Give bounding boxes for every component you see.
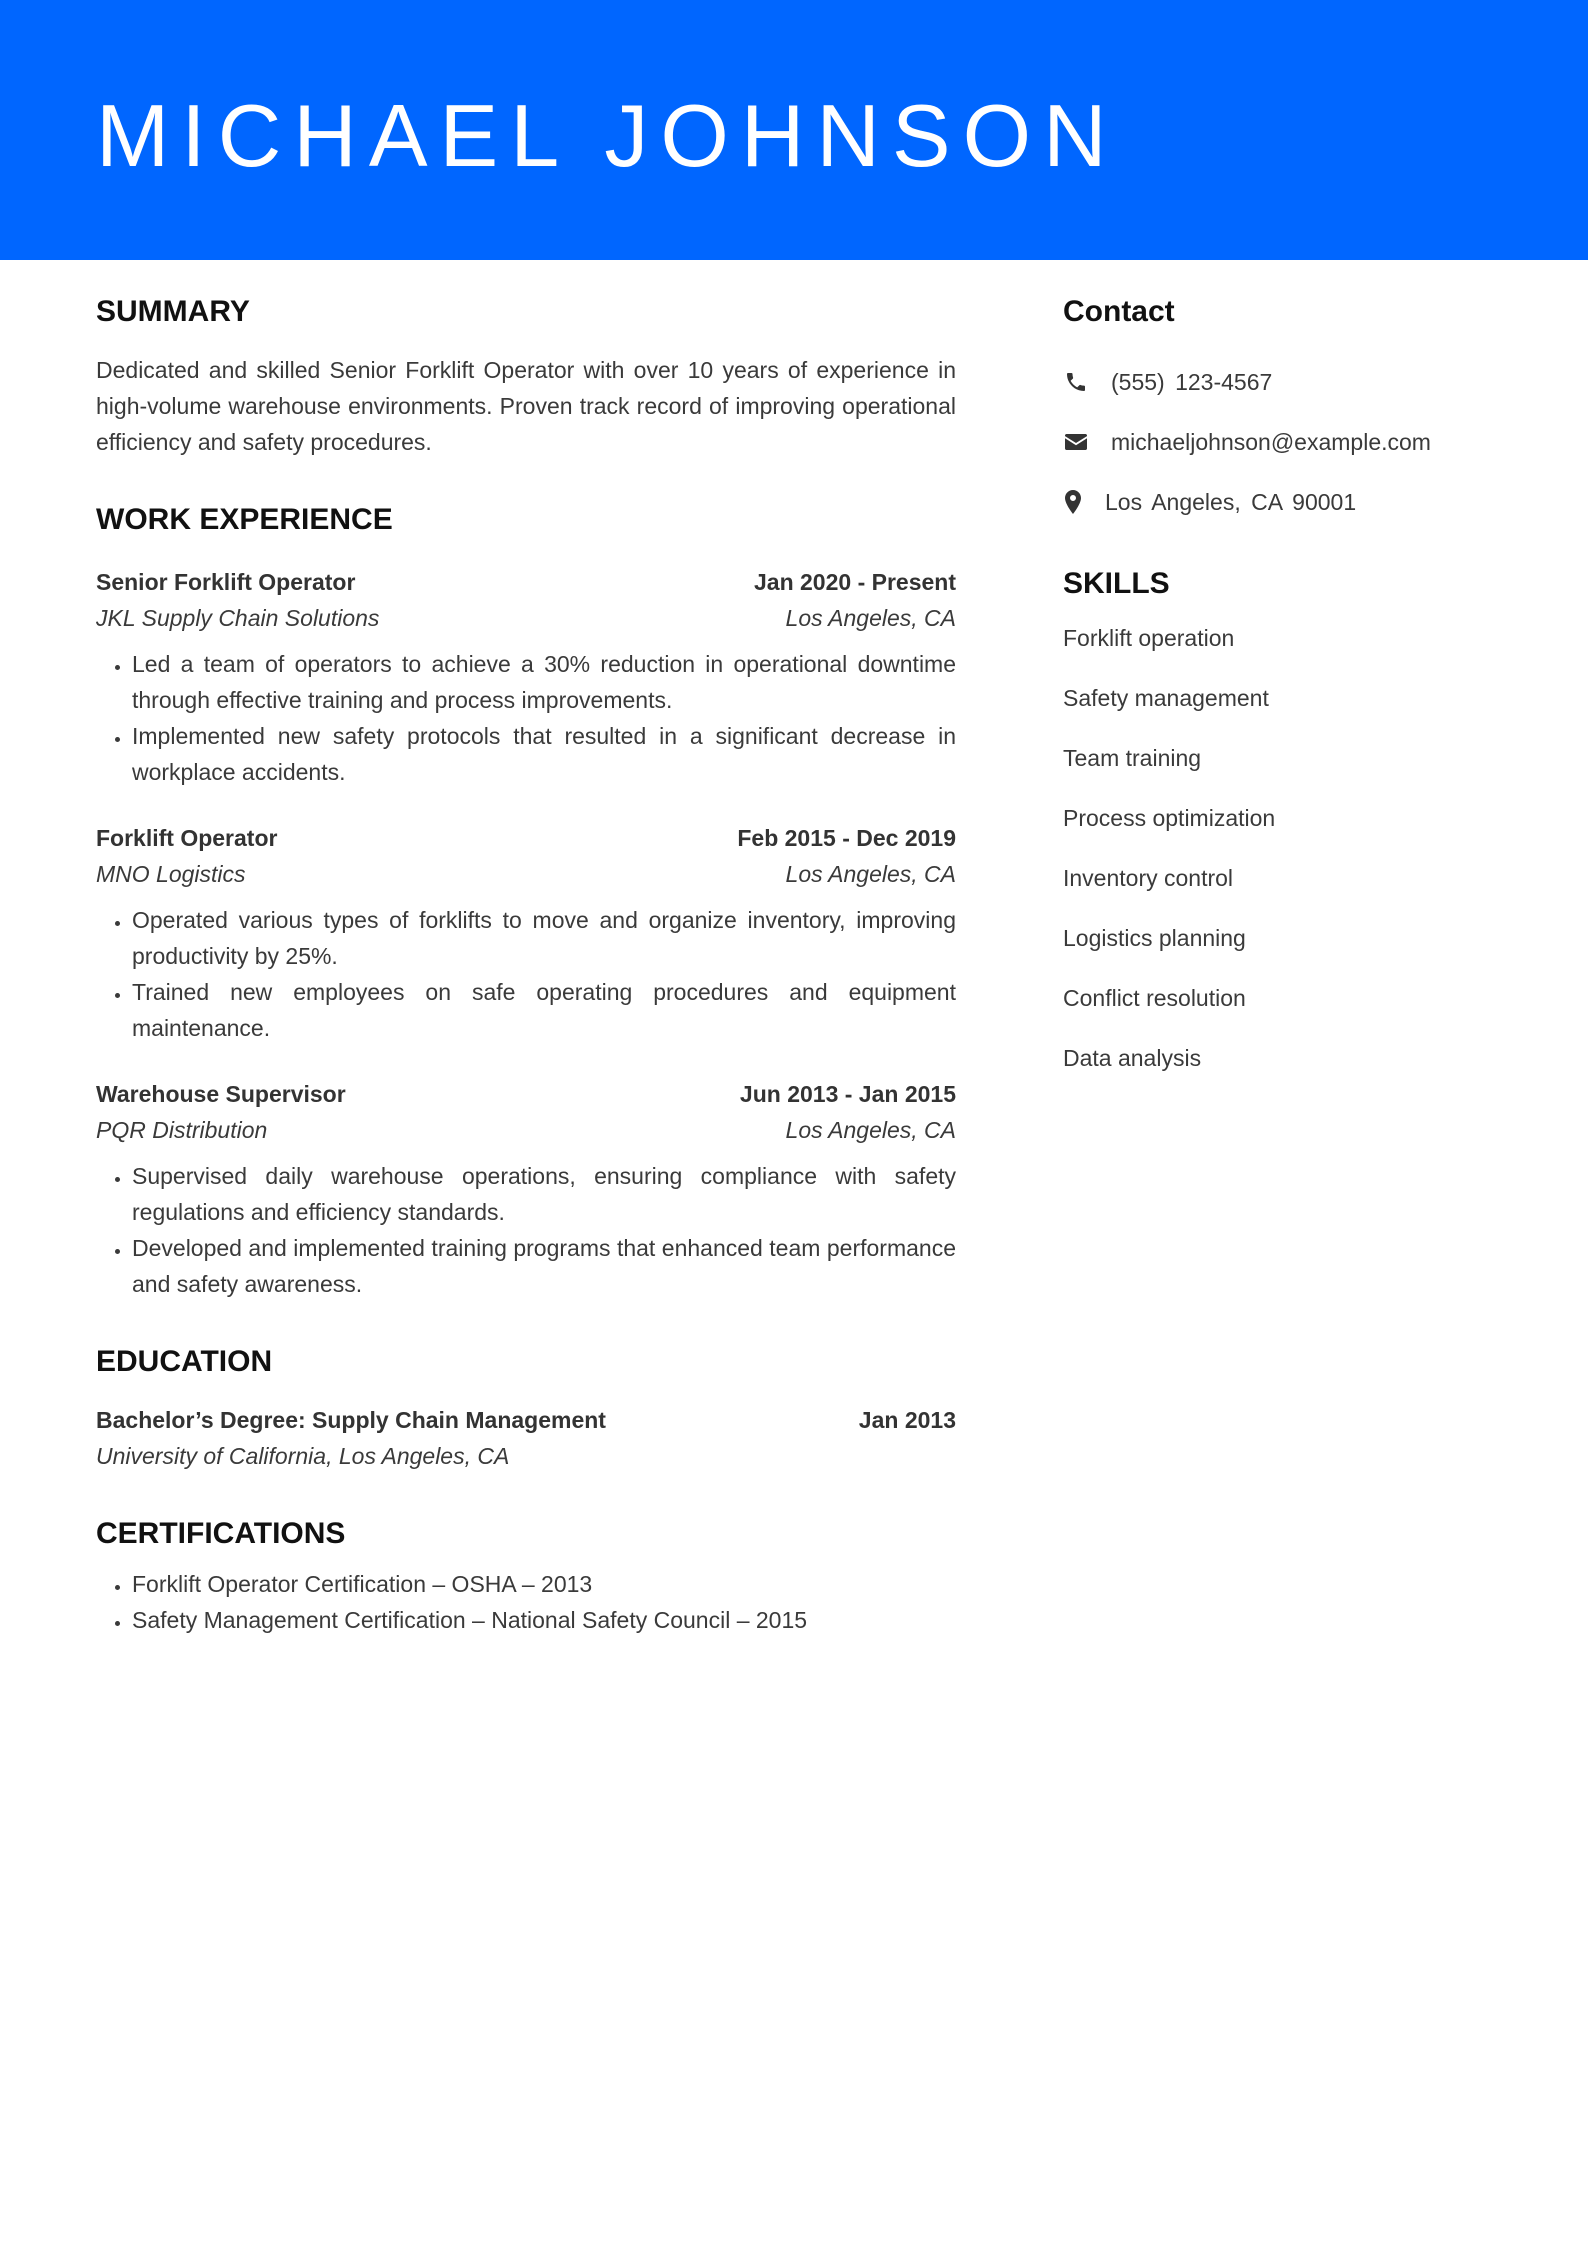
job-entry bbox=[96, 564, 956, 790]
contact-phone-text: (555) 123-4567 bbox=[1111, 369, 1273, 395]
skill-item: Inventory control bbox=[1063, 865, 1234, 891]
skill-item: Team training bbox=[1063, 745, 1202, 771]
main-column bbox=[96, 290, 956, 1676]
job-bullet: • Led a team of operators to achieve a 30% reduction in operational downtime through effective training and process improvements. bbox=[132, 646, 956, 718]
job-company: JKL Supply Chain Solutions bbox=[96, 605, 380, 631]
envelope-icon bbox=[1063, 429, 1089, 455]
skills-list bbox=[1063, 620, 1523, 1076]
skills-heading: SKILLS bbox=[1063, 567, 1170, 600]
job-bullet: • Supervised daily warehouse operations, ensuring compliance with safety regulations and efficiency standards. bbox=[132, 1158, 956, 1230]
certification-item: • Forklift Operator Certification – OSHA – 2013 bbox=[132, 1566, 956, 1602]
header-banner bbox=[0, 0, 1588, 260]
education-section bbox=[96, 1340, 956, 1474]
job-bullets bbox=[96, 646, 956, 790]
job-location: Los Angeles, CA bbox=[785, 605, 956, 631]
contact-heading: Contact bbox=[1063, 295, 1175, 328]
skill-item: Logistics planning bbox=[1063, 925, 1246, 951]
job-location: Los Angeles, CA bbox=[785, 1117, 956, 1143]
experience-heading: WORK EXPERIENCE bbox=[96, 503, 393, 536]
job-title: Forklift Operator bbox=[96, 825, 278, 851]
job-bullet: • Developed and implemented training programs that enhanced team performance and safety awareness. bbox=[132, 1230, 956, 1302]
sidebar-column bbox=[1063, 290, 1523, 1100]
education-date: Jan 2013 bbox=[858, 1407, 956, 1433]
job-entry bbox=[96, 820, 956, 1046]
contact-email-text: michaeljohnson@example.com bbox=[1111, 429, 1431, 455]
job-bullet: • Implemented new safety protocols that resulted in a significant decrease in workplace accidents. bbox=[132, 718, 956, 790]
summary-text: Dedicated and skilled Senior Forklift Operator with over 10 years of experience in high-volume warehouse environments. Proven track record of improving operational efficiency and safety procedures. bbox=[96, 357, 956, 455]
candidate-name: MICHAEL JOHNSON bbox=[96, 86, 1119, 185]
job-company: MNO Logistics bbox=[96, 861, 246, 887]
map-pin-icon bbox=[1063, 489, 1083, 515]
job-dates: Feb 2015 - Dec 2019 bbox=[737, 825, 956, 851]
job-title: Warehouse Supervisor bbox=[96, 1081, 346, 1107]
job-bullets bbox=[96, 1158, 956, 1302]
job-bullets bbox=[96, 902, 956, 1046]
certifications-list bbox=[96, 1566, 956, 1638]
education-heading: EDUCATION bbox=[96, 1345, 273, 1378]
contact-location-text: Los Angeles, CA 90001 bbox=[1105, 489, 1357, 515]
contact-phone bbox=[1063, 364, 1523, 400]
job-location: Los Angeles, CA bbox=[785, 861, 956, 887]
skill-item: Process optimization bbox=[1063, 805, 1276, 831]
skill-item: Safety management bbox=[1063, 685, 1269, 711]
phone-icon bbox=[1063, 369, 1089, 395]
skill-item: Conflict resolution bbox=[1063, 985, 1246, 1011]
contact-email bbox=[1063, 424, 1523, 460]
job-bullet: • Operated various types of forklifts to move and organize inventory, improving productivity by 25%. bbox=[132, 902, 956, 974]
education-school: University of California, Los Angeles, CA bbox=[96, 1443, 510, 1469]
job-title: Senior Forklift Operator bbox=[96, 569, 356, 595]
job-bullet: • Trained new employees on safe operating procedures and equipment maintenance. bbox=[132, 974, 956, 1046]
skill-item: Data analysis bbox=[1063, 1045, 1202, 1071]
education-degree: Bachelor’s Degree: Supply Chain Management bbox=[96, 1407, 606, 1433]
job-entry bbox=[96, 1076, 956, 1302]
summary-section bbox=[96, 290, 956, 460]
certifications-heading: CERTIFICATIONS bbox=[96, 1517, 346, 1550]
contact-location bbox=[1063, 484, 1523, 520]
job-company: PQR Distribution bbox=[96, 1117, 268, 1143]
skill-item: Forklift operation bbox=[1063, 625, 1235, 651]
certification-item: • Safety Management Certification – National Safety Council – 2015 bbox=[132, 1602, 956, 1638]
certifications-section bbox=[96, 1512, 956, 1638]
job-dates: Jan 2020 - Present bbox=[753, 569, 956, 595]
experience-section bbox=[96, 498, 956, 1302]
job-dates: Jun 2013 - Jan 2015 bbox=[739, 1081, 956, 1107]
summary-heading: SUMMARY bbox=[96, 295, 250, 328]
